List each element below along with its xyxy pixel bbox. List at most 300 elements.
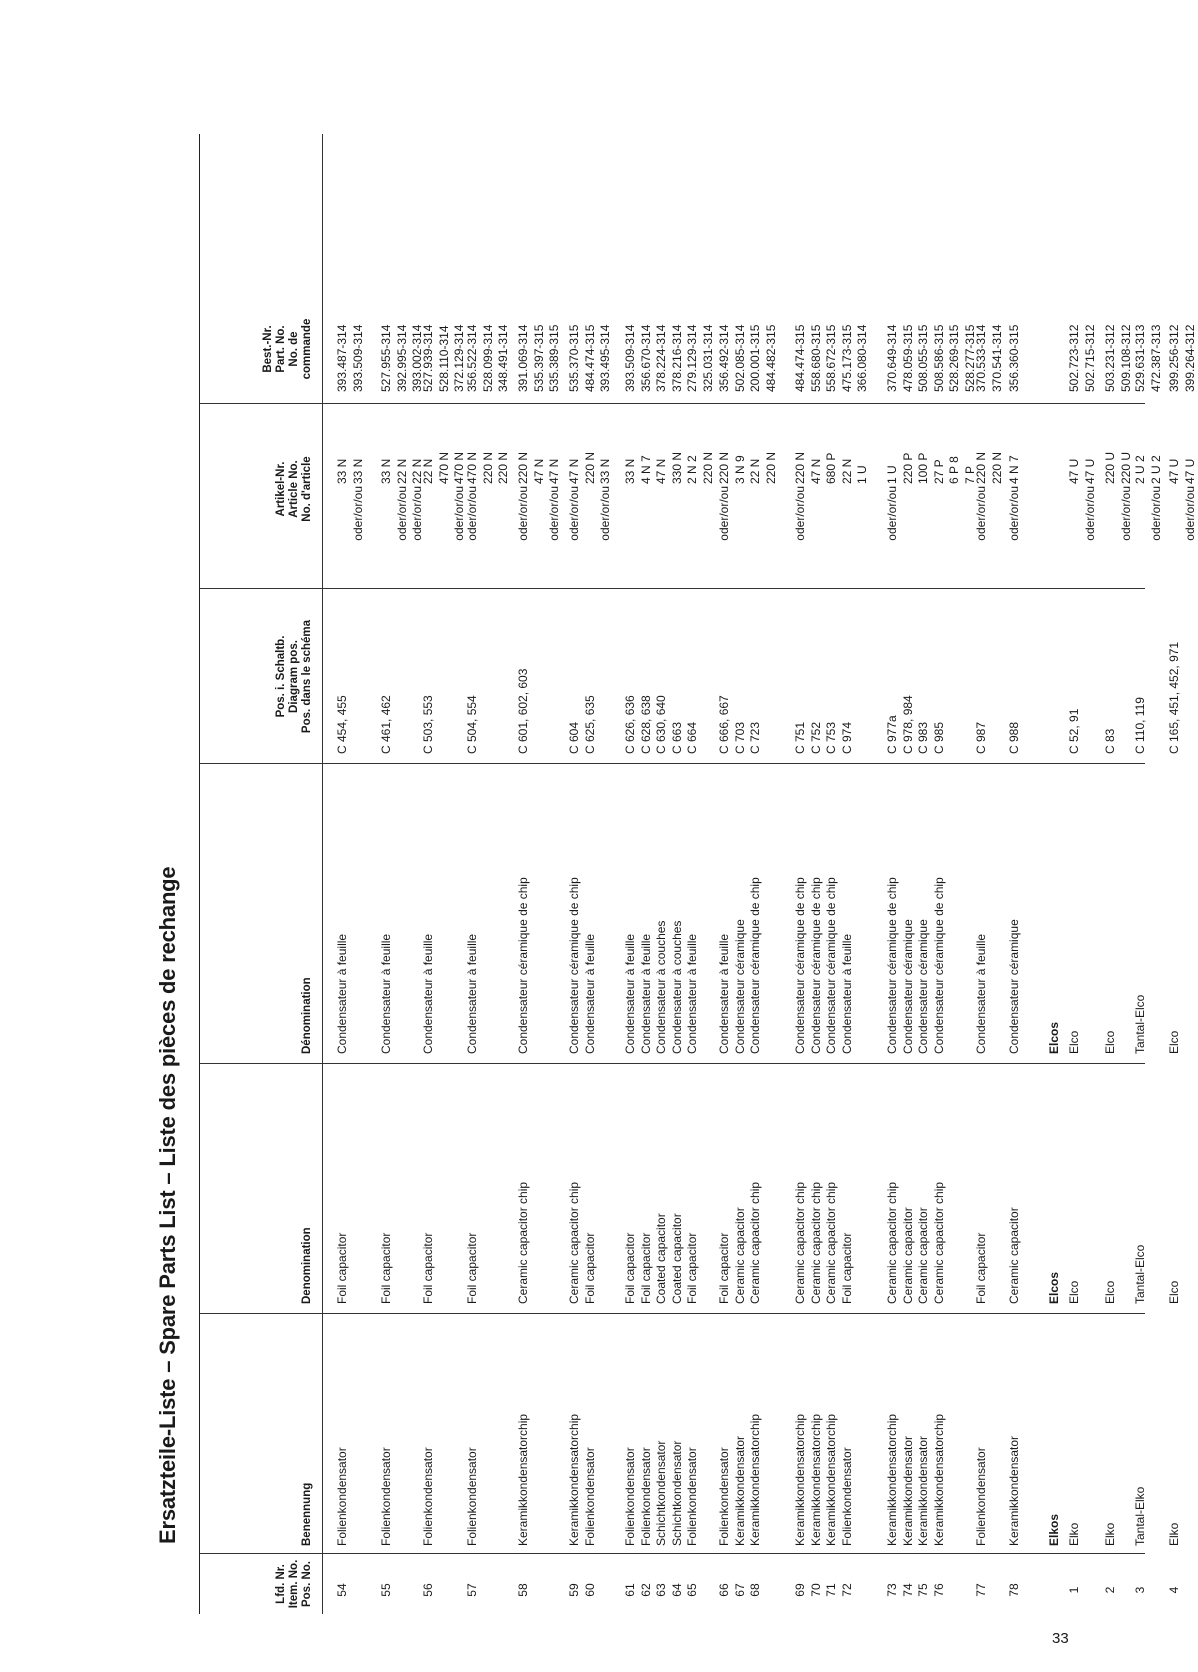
alternative-note-cell bbox=[1067, 486, 1098, 584]
alternative-note bbox=[685, 486, 701, 584]
alternative-note bbox=[901, 486, 917, 584]
header-lfd-line: Lfd. Nr. bbox=[275, 1564, 287, 1604]
diagram-pos-cell bbox=[465, 695, 481, 754]
article-number: 33 N bbox=[335, 458, 349, 484]
part-number-cell bbox=[623, 325, 716, 392]
denomination-fr: Condensateur à feuille bbox=[638, 933, 653, 1054]
denomination-fr: Condensateur à feuille bbox=[465, 933, 479, 1054]
item-number: 70 bbox=[808, 1583, 823, 1597]
denomination-en: Ceramic capacitor chip bbox=[567, 1181, 581, 1304]
benennung-cell bbox=[793, 1414, 855, 1546]
diagram-pos: C 664 bbox=[685, 721, 699, 754]
diagram-pos: C 601, 602, 603 bbox=[516, 668, 530, 754]
part-number: 484.482-315 bbox=[763, 324, 778, 392]
benennung-cell bbox=[379, 1447, 395, 1546]
benennung: Elko bbox=[1103, 1522, 1117, 1546]
denomination-en-cell bbox=[1067, 1281, 1083, 1304]
denomination-fr: Condensateur céramique de chip bbox=[793, 877, 807, 1054]
header-pos-line: Pos. i. Schaltb. bbox=[275, 635, 287, 718]
denomination-fr: Condensateur à couches bbox=[669, 920, 684, 1054]
item-number: 76 bbox=[931, 1583, 946, 1597]
article-number: 33 N bbox=[379, 458, 393, 484]
denomination-en-cell bbox=[1133, 1245, 1149, 1304]
article-number: 47 N bbox=[547, 458, 561, 484]
alternative-note bbox=[916, 486, 932, 584]
alternative-note: oder/or/ou bbox=[1182, 486, 1197, 541]
part-number: 370.649-314 bbox=[885, 324, 899, 392]
denomination-en: Foil capacitor bbox=[717, 1232, 731, 1304]
article-number-cell bbox=[1167, 439, 1198, 484]
diagram-pos-cell bbox=[793, 722, 855, 754]
denomination-fr-cell bbox=[885, 877, 947, 1054]
article-number: 4 N 7 bbox=[638, 455, 653, 484]
article-number: 3 N 9 bbox=[732, 455, 747, 484]
alternative-note-cell bbox=[421, 486, 468, 584]
item-number: 56 bbox=[421, 1583, 435, 1597]
part-number: 392.995-314 bbox=[394, 324, 409, 392]
article-number: 47 N bbox=[808, 458, 823, 484]
header-denomination-en-text: Denomination bbox=[301, 1227, 313, 1304]
part-number-cell bbox=[1007, 325, 1023, 392]
alternative-note-cell bbox=[465, 486, 512, 584]
item-number-cell bbox=[1007, 1566, 1023, 1614]
denomination-en-cell bbox=[465, 1233, 481, 1304]
alternative-note-cell bbox=[623, 486, 716, 584]
article-number: 33 N bbox=[350, 458, 365, 484]
article-number: 47 U bbox=[1182, 458, 1197, 484]
denomination-fr: Elcos bbox=[1047, 1021, 1061, 1054]
header-denomination-en bbox=[200, 1227, 322, 1304]
article-number: 27 P bbox=[931, 459, 946, 484]
item-number: 3 bbox=[1133, 1586, 1147, 1594]
benennung-cell bbox=[1167, 1523, 1183, 1546]
part-number: 528.110-314 bbox=[436, 325, 451, 392]
part-number: 356.360-315 bbox=[1007, 324, 1021, 392]
denomination-fr: Tantal-Elco bbox=[1133, 994, 1147, 1054]
header-best-line: Part. No. bbox=[275, 325, 287, 373]
item-number: 77 bbox=[974, 1583, 988, 1597]
diagram-pos: C 985 bbox=[931, 721, 946, 754]
alternative-note: oder/or/ou bbox=[974, 486, 988, 541]
diagram-pos: C 628, 638 bbox=[638, 695, 653, 754]
denomination-fr: Condensateur céramique de chip bbox=[516, 877, 530, 1054]
item-number-cell bbox=[1067, 1566, 1083, 1614]
alternative-note: oder/or/ou bbox=[516, 486, 530, 541]
part-number-cell bbox=[793, 325, 871, 392]
alternative-note bbox=[654, 486, 670, 584]
item-number-cell bbox=[717, 1566, 764, 1614]
article-number: 220 P bbox=[900, 452, 915, 484]
item-number-cell bbox=[379, 1566, 395, 1614]
column-divider bbox=[200, 588, 1145, 589]
article-number: 22 N bbox=[421, 458, 435, 484]
alternative-note: oder/or/ou bbox=[1148, 486, 1163, 541]
item-number: 57 bbox=[465, 1583, 479, 1597]
denomination-fr-cell bbox=[1067, 1031, 1083, 1054]
article-number-cell bbox=[1047, 439, 1063, 484]
alternative-note: oder/or/ou bbox=[1082, 486, 1097, 541]
benennung: Folienkondensator bbox=[379, 1447, 393, 1546]
article-number-cell bbox=[885, 439, 978, 484]
diagram-pos: C 987 bbox=[974, 721, 988, 754]
alternative-note bbox=[623, 486, 639, 584]
benennung: Folienkondensator bbox=[623, 1447, 637, 1546]
part-number: 393.487-314 bbox=[335, 324, 349, 392]
denomination-fr: Condensateur à feuille bbox=[685, 933, 699, 1054]
part-number-cell bbox=[1103, 325, 1134, 392]
item-number-cell bbox=[465, 1566, 481, 1614]
alternative-note bbox=[855, 486, 871, 584]
benennung: Folienkondensator bbox=[638, 1447, 653, 1546]
part-number: 535.370-315 bbox=[567, 324, 581, 392]
article-number-cell bbox=[567, 439, 614, 484]
denomination-en: Foil capacitor bbox=[974, 1232, 988, 1304]
part-number: 509.108-312 bbox=[1118, 324, 1133, 392]
part-number: 475.173-315 bbox=[839, 324, 854, 392]
diagram-pos-cell bbox=[974, 722, 990, 754]
item-number: 67 bbox=[732, 1583, 747, 1597]
denomination-fr: Condensateur à feuille bbox=[623, 933, 637, 1054]
parts-table bbox=[200, 134, 1197, 1614]
alternative-note-cell bbox=[885, 486, 978, 584]
diagram-pos: C 752 bbox=[808, 721, 823, 754]
part-number-cell bbox=[379, 325, 426, 392]
article-number: 220 N bbox=[496, 451, 510, 484]
part-number: 535.397-315 bbox=[531, 324, 546, 392]
part-number: 370.541-314 bbox=[989, 324, 1004, 392]
article-number: 330 N bbox=[669, 451, 684, 484]
alternative-note bbox=[932, 486, 948, 584]
denomination-en: Ceramic capacitor chip bbox=[748, 1181, 762, 1304]
denomination-en-cell bbox=[623, 1213, 701, 1304]
denomination-fr: Condensateur à feuille bbox=[379, 933, 393, 1054]
alternative-note-cell bbox=[567, 486, 614, 584]
article-number-cell bbox=[1103, 439, 1134, 484]
article-number-cell bbox=[421, 439, 468, 484]
alternative-note: oder/or/ou bbox=[567, 486, 581, 541]
header-lfd-line: Item. No. bbox=[288, 1559, 300, 1609]
denomination-en: Foil capacitor bbox=[335, 1232, 349, 1304]
column-divider bbox=[200, 403, 1145, 404]
alternative-note bbox=[481, 486, 497, 584]
benennung-cell bbox=[516, 1414, 532, 1546]
article-number: 220 N bbox=[717, 451, 731, 484]
diagram-pos-cell bbox=[623, 695, 701, 754]
alternative-note bbox=[840, 486, 856, 584]
alternative-note: oder/or/ou bbox=[350, 486, 365, 541]
alternative-note: oder/or/ou bbox=[1007, 486, 1021, 541]
denomination-en-cell bbox=[335, 1233, 351, 1304]
diagram-pos-cell bbox=[1103, 729, 1119, 754]
alternative-note bbox=[748, 486, 764, 584]
diagram-pos: C 983 bbox=[916, 721, 930, 754]
diagram-pos: C 604 bbox=[567, 721, 581, 754]
part-number: 508.055-315 bbox=[916, 324, 930, 392]
denomination-en-cell bbox=[567, 1182, 598, 1304]
alternative-note: oder/or/ou bbox=[1118, 486, 1133, 541]
diagram-pos: C 753 bbox=[824, 721, 838, 754]
denomination-en: Elco bbox=[1167, 1280, 1181, 1304]
item-number-cell bbox=[1133, 1566, 1149, 1614]
denomination-fr-cell bbox=[1133, 995, 1149, 1054]
part-number: 478.059-315 bbox=[900, 324, 915, 392]
benennung: Folienkondensator bbox=[717, 1447, 731, 1546]
alternative-note-cell bbox=[1007, 486, 1023, 584]
diagram-pos-cell bbox=[421, 695, 437, 754]
diagram-pos: C 977a bbox=[885, 715, 899, 754]
diagram-pos-cell bbox=[1007, 722, 1023, 754]
article-number: 220 U bbox=[1103, 451, 1117, 484]
benennung-cell bbox=[1103, 1523, 1119, 1546]
diagram-pos: C 978, 984 bbox=[900, 695, 915, 754]
denomination-en-cell bbox=[793, 1182, 855, 1304]
part-number: 535.389-315 bbox=[547, 324, 561, 392]
denomination-en: Coated capacitor bbox=[654, 1213, 668, 1304]
benennung: Keramikkondensatorchip bbox=[748, 1413, 762, 1546]
item-number-cell bbox=[1047, 1566, 1063, 1614]
article-number: 4 N 7 bbox=[1007, 455, 1021, 484]
part-number: 391.069-314 bbox=[516, 324, 530, 392]
denomination-en: Coated capacitor bbox=[669, 1213, 684, 1304]
denomination-fr: Condensateur à feuille bbox=[421, 933, 435, 1054]
part-number: 558.672-315 bbox=[824, 324, 838, 392]
diagram-pos: C 751 bbox=[793, 721, 807, 754]
denomination-fr: Condensateur à feuille bbox=[839, 933, 854, 1054]
alternative-note: oder/or/ou bbox=[410, 486, 424, 541]
benennung-cell bbox=[623, 1441, 701, 1546]
item-number: 1 bbox=[1067, 1586, 1081, 1594]
part-number-cell bbox=[421, 325, 468, 392]
denomination-en-cell bbox=[885, 1182, 947, 1304]
part-number-cell bbox=[567, 325, 614, 392]
item-number: 58 bbox=[516, 1583, 530, 1597]
article-number-cell bbox=[1007, 439, 1023, 484]
alternative-note: oder/or/ou bbox=[465, 486, 479, 541]
denomination-fr: Elco bbox=[1167, 1030, 1181, 1054]
denomination-en: Foil capacitor bbox=[685, 1232, 699, 1304]
column-divider bbox=[200, 1553, 1145, 1554]
denomination-en: Ceramic capacitor bbox=[916, 1207, 930, 1304]
denomination-en: Elcos bbox=[1047, 1271, 1061, 1304]
item-number: 75 bbox=[916, 1583, 930, 1597]
denomination-fr-cell bbox=[1167, 1031, 1183, 1054]
part-number-cell bbox=[335, 325, 366, 392]
item-number: 55 bbox=[379, 1583, 393, 1597]
article-number: 7 P bbox=[962, 465, 977, 484]
alternative-note-cell bbox=[717, 486, 779, 584]
part-number-cell bbox=[1167, 325, 1198, 392]
diagram-pos: C 83 bbox=[1103, 728, 1117, 754]
article-number: 22 N bbox=[748, 458, 762, 484]
article-number: 220 N bbox=[989, 451, 1004, 484]
alternative-note bbox=[639, 486, 655, 584]
diagram-pos: C 974 bbox=[839, 721, 854, 754]
page-number: 33 bbox=[1052, 1630, 1069, 1647]
denomination-fr-cell bbox=[567, 877, 598, 1054]
benennung: Elko bbox=[1167, 1522, 1181, 1546]
denomination-fr: Condensateur à couches bbox=[654, 920, 668, 1054]
benennung: Keramikkondensator bbox=[916, 1435, 930, 1546]
item-number: 68 bbox=[748, 1583, 762, 1597]
diagram-pos-cell bbox=[567, 695, 598, 754]
article-number: 470 N bbox=[436, 451, 451, 484]
article-number-cell bbox=[793, 439, 871, 484]
denomination-en: Ceramic capacitor bbox=[732, 1207, 747, 1304]
benennung: Keramikkondensatorchip bbox=[931, 1413, 946, 1546]
denomination-en: Ceramic capacitor chip bbox=[885, 1181, 899, 1304]
part-number: 393.509-314 bbox=[623, 324, 637, 392]
alternative-note-cell bbox=[516, 486, 563, 584]
item-number: 71 bbox=[824, 1583, 838, 1597]
item-number bbox=[1047, 1566, 1063, 1614]
article-number-cell bbox=[1067, 439, 1098, 484]
article-number: 22 N bbox=[410, 458, 424, 484]
part-number: 366.080-314 bbox=[855, 324, 869, 392]
denomination-fr: Condensateur céramique bbox=[916, 919, 930, 1054]
denomination-en: Ceramic capacitor bbox=[1007, 1207, 1021, 1304]
article-number bbox=[1047, 439, 1063, 484]
header-artikel-line: No. d'article bbox=[301, 456, 313, 522]
benennung: Elkos bbox=[1047, 1513, 1061, 1546]
benennung: Keramikkondensatorchip bbox=[808, 1413, 823, 1546]
diagram-pos-cell bbox=[379, 695, 395, 754]
part-number: 200.001-315 bbox=[748, 324, 762, 392]
part-number: 356.522-314 bbox=[465, 324, 479, 392]
header-benennung-text: Benennung bbox=[301, 1482, 313, 1546]
benennung-cell bbox=[717, 1414, 764, 1546]
denomination-en: Foil capacitor bbox=[465, 1232, 479, 1304]
alternative-note: oder/or/ou bbox=[598, 486, 612, 541]
item-number-cell bbox=[1167, 1566, 1183, 1614]
item-number: 63 bbox=[654, 1583, 668, 1597]
item-number: 62 bbox=[638, 1583, 653, 1597]
part-number-cell bbox=[1067, 325, 1098, 392]
article-number: 33 N bbox=[598, 458, 612, 484]
benennung: Folienkondensator bbox=[974, 1447, 988, 1546]
alternative-note: oder/or/ou bbox=[793, 486, 807, 541]
article-number: 470 N bbox=[452, 451, 466, 484]
item-number-cell bbox=[335, 1566, 351, 1614]
alternative-note bbox=[670, 486, 686, 584]
alternative-note bbox=[1167, 486, 1183, 584]
article-number: 47 U bbox=[1067, 458, 1081, 484]
article-number: 47 N bbox=[531, 458, 546, 484]
article-number: 220 N bbox=[582, 451, 597, 484]
alternative-note bbox=[733, 486, 749, 584]
alternative-note bbox=[379, 486, 395, 584]
benennung-cell bbox=[421, 1447, 437, 1546]
alternative-note-cell bbox=[1103, 486, 1134, 584]
benennung-cell bbox=[1133, 1487, 1149, 1546]
item-number: 2 bbox=[1103, 1586, 1117, 1594]
denomination-en: Ceramic capacitor bbox=[900, 1207, 915, 1304]
item-number-cell bbox=[1103, 1566, 1119, 1614]
item-number: 59 bbox=[567, 1583, 581, 1597]
article-number: 47 U bbox=[1167, 458, 1181, 484]
article-number-cell bbox=[516, 439, 563, 484]
diagram-pos: C 461, 462 bbox=[379, 695, 393, 754]
denomination-en-cell bbox=[516, 1182, 532, 1304]
benennung: Folienkondensator bbox=[421, 1447, 435, 1546]
article-number: 22 N bbox=[839, 458, 854, 484]
benennung: Keramikkondensatorchip bbox=[516, 1413, 530, 1546]
article-number: 220 U bbox=[1118, 451, 1133, 484]
article-number-cell bbox=[1133, 439, 1164, 484]
part-number: 502.723-312 bbox=[1067, 324, 1081, 392]
header-part-no bbox=[200, 294, 322, 404]
denomination-fr: Condensateur céramique bbox=[732, 919, 747, 1054]
article-number: 47 N bbox=[567, 458, 581, 484]
diagram-pos-cell bbox=[516, 669, 532, 754]
denomination-en-cell bbox=[379, 1233, 395, 1304]
diagram-pos: C 454, 455 bbox=[335, 695, 349, 754]
denomination-fr: Condensateur céramique de chip bbox=[885, 877, 899, 1054]
diagram-pos: C 703 bbox=[732, 721, 747, 754]
alternative-note bbox=[947, 486, 963, 584]
denomination-fr: Condensateur céramique bbox=[1007, 919, 1021, 1054]
benennung: Folienkondensator bbox=[839, 1447, 854, 1546]
part-number: 484.474-315 bbox=[793, 324, 807, 392]
denomination-fr-cell bbox=[465, 934, 481, 1054]
part-number: 370.533-314 bbox=[974, 324, 988, 392]
part-number: 372.129-314 bbox=[452, 324, 466, 392]
article-number-cell bbox=[623, 439, 716, 484]
denomination-fr-cell bbox=[421, 934, 437, 1054]
article-number: 47 N bbox=[654, 458, 668, 484]
article-number: 1 U bbox=[855, 465, 869, 484]
denomination-fr-cell bbox=[623, 921, 701, 1054]
item-number: 60 bbox=[582, 1583, 597, 1597]
alternative-note-cell bbox=[335, 486, 366, 584]
benennung: Elko bbox=[1067, 1522, 1081, 1546]
column-divider bbox=[200, 763, 1145, 764]
header-lfd-line: Pos. No. bbox=[301, 1561, 313, 1608]
benennung-cell bbox=[974, 1447, 990, 1546]
article-number: 220 N bbox=[700, 451, 715, 484]
article-number: 220 N bbox=[480, 451, 495, 484]
denomination-fr: Elco bbox=[1067, 1030, 1081, 1054]
denomination-en: Ceramic capacitor chip bbox=[808, 1181, 823, 1304]
part-number: 393.509-314 bbox=[350, 324, 365, 392]
denomination-en: Ceramic capacitor chip bbox=[931, 1181, 946, 1304]
item-number: 64 bbox=[669, 1583, 684, 1597]
part-number: 558.680-315 bbox=[808, 324, 823, 392]
alternative-note: oder/or/ou bbox=[394, 486, 409, 541]
benennung: Keramikkondensator bbox=[900, 1435, 915, 1546]
benennung-cell bbox=[885, 1414, 947, 1546]
diagram-pos-cell bbox=[717, 695, 764, 754]
part-number: 484.474-315 bbox=[582, 324, 597, 392]
denomination-en: Ceramic capacitor chip bbox=[793, 1181, 807, 1304]
header-article-no bbox=[200, 414, 322, 564]
denomination-fr: Condensateur à feuille bbox=[335, 933, 349, 1054]
part-number: 356.492-314 bbox=[717, 324, 731, 392]
part-number: 393.002-314 bbox=[410, 324, 424, 392]
rotated-page bbox=[145, 134, 1197, 1614]
alternative-note bbox=[335, 486, 351, 584]
benennung-cell bbox=[567, 1414, 598, 1546]
article-number: 470 N bbox=[465, 451, 479, 484]
diagram-pos-cell bbox=[1167, 642, 1183, 754]
benennung: Keramikkondensatorchip bbox=[567, 1413, 581, 1546]
denomination-fr-cell bbox=[974, 934, 990, 1054]
article-number: 47 U bbox=[1082, 458, 1097, 484]
alternative-note bbox=[809, 486, 825, 584]
benennung: Schichtkondensator bbox=[654, 1440, 668, 1546]
diagram-pos: C 630, 640 bbox=[654, 695, 668, 754]
denomination-fr: Condensateur céramique de chip bbox=[808, 877, 823, 1054]
denomination-en: Elco bbox=[1067, 1280, 1081, 1304]
